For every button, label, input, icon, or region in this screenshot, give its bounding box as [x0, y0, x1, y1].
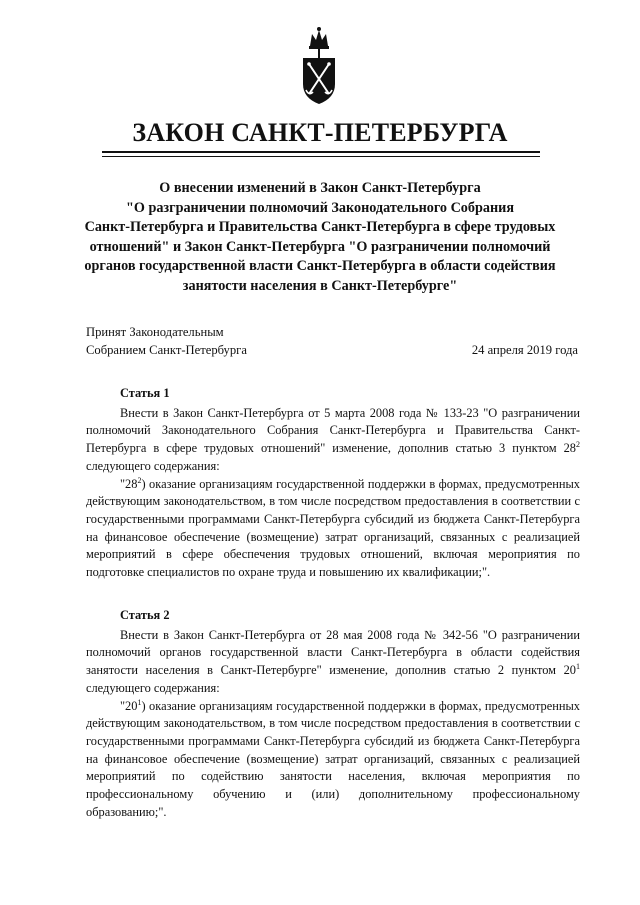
adoption-line: Принят Законодательным [86, 325, 224, 339]
intro-end: следующего содержания: [86, 680, 220, 695]
subject-line: Санкт-Петербурга и Правительства Санкт-Петербурга в сфере трудовых [84, 219, 556, 236]
adoption-note [86, 323, 247, 359]
adoption-line: Собранием Санкт-Петербурга [86, 343, 247, 357]
article-intro [86, 627, 580, 698]
subject-line: отношений" и Закон Санкт-Петербурга "О разграничении полномочий [89, 238, 551, 255]
law-subject [70, 179, 570, 297]
clause-superscript: 2 [137, 475, 142, 485]
clause-superscript: 1 [137, 697, 142, 707]
title-underline [102, 151, 540, 153]
clause-text: ) оказание организациям государственной поддержки в формах, предусмотренных действующим законодательством, в том числе посредством предоставления в соответствии с государственными программами Санкт-Петербурга субсидий из бюджета Санкт-Петербурга на финансовое обеспечение (возмещение) затрат организаций, связанных с реализацией мероприятий по содействию занятости населения, включая мероприятия по профессиональному обучению и (или) дополнительному профессиональному образованию;". [86, 698, 580, 819]
intro-text: Внести в Закон Санкт-Петербурга от 28 мая 2008 года № 342-56 "О разграничении полномочий органов государственной власти Санкт-Петербурга в области содействия занятости населения в Санкт-Петербурге" изменение, дополнив статью 2 пунктом 20 [86, 627, 580, 678]
title-underline-thin [102, 156, 540, 157]
clause-text: ) оказание организациям государственной поддержки в формах, предусмотренных действующим законодательством, в том числе посредством предоставления в соответствии с государственными программами Санкт-Петербурга субсидий из бюджета Санкт-Петербурга на финансовое обеспечение (возмещение) затрат организаций, связанных с реализацией мероприятий в сфере обеспечения трудовых отношений, включая мероприятия по подготовке специалистов по охране труда и повышению их квалификации;". [86, 476, 580, 580]
article-clause [86, 476, 580, 582]
clause-number: "28 [120, 476, 138, 491]
clause-superscript: 2 [576, 439, 580, 449]
article-intro [86, 405, 580, 476]
subject-line: органов государственной власти Санкт-Петербурга в области содействия [84, 258, 556, 275]
document-title: ЗАКОН САНКТ-ПЕТЕРБУРГА [132, 118, 508, 147]
intro-text: Внести в Закон Санкт-Петербурга от 5 марта 2008 года № 133-23 "О разграничении полномочий Законодательного Собрания Санкт-Петербурга и Правительства Санкт-Петербурга в сфере трудовых отношений" изменение, дополнив статью 3 пунктом 28 [86, 405, 580, 456]
article-clause [86, 698, 580, 822]
saint-petersburg-coat-of-arms-icon [298, 26, 340, 106]
clause-superscript: 1 [576, 661, 580, 671]
article-heading: Статья 2 [120, 608, 170, 622]
article-1 [86, 385, 580, 582]
clause-number: "20 [120, 698, 138, 713]
article-heading: Статья 1 [120, 386, 170, 400]
subject-line: занятости населения в Санкт-Петербурге" [182, 277, 458, 294]
intro-end: следующего содержания: [86, 458, 220, 473]
subject-line: "О разграничении полномочий Законодательного Собрания [125, 199, 515, 216]
subject-line: О внесении изменений в Закон Санкт-Петербурга [159, 180, 481, 196]
adoption-date: 24 апреля 2019 года [471, 343, 578, 357]
article-2 [86, 607, 580, 821]
